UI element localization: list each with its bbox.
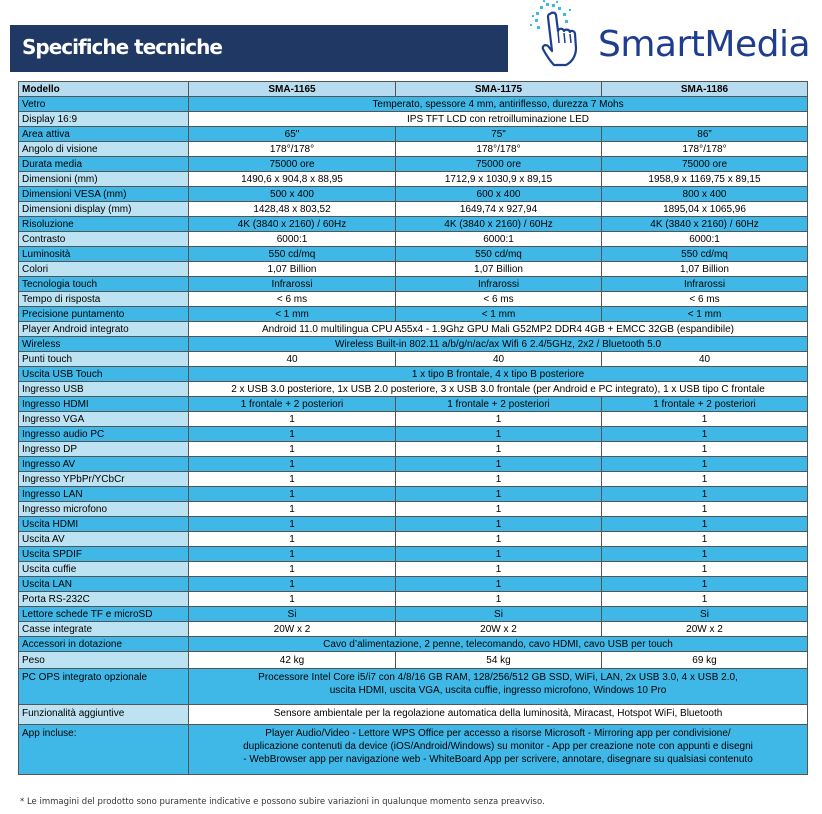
hand-pointer-touch-icon [528, 0, 598, 76]
table-row [19, 127, 808, 142]
table-row [19, 337, 808, 352]
row-value-line: - WebBrowser app per navigazione web - WhiteBoard App per scrivere, annotare, disegnare su qualsiasi contenuto [243, 754, 753, 765]
row-label: Uscita LAN [19, 577, 189, 592]
table-row [19, 307, 808, 322]
row-value: 1895,04 x 1065,96 [602, 202, 808, 217]
row-value-span: 1 x tipo B frontale, 4 x tipo B posteriore [189, 367, 808, 382]
row-value-span: 2 x USB 3.0 posteriore, 1x USB 2.0 posteriore, 3 x USB 3.0 frontale (per Android e PC integrato), 1 x USB tipo C frontale [189, 382, 808, 397]
row-value: 4K (3840 x 2160) / 60Hz [396, 217, 602, 232]
row-label: Porta RS-232C [19, 592, 189, 607]
table-row [19, 352, 808, 367]
row-value: 178°/178° [189, 142, 396, 157]
table-row [19, 382, 808, 397]
row-value: 40 [602, 352, 808, 367]
row-value: 1 [189, 532, 396, 547]
row-value: 6000:1 [602, 232, 808, 247]
row-value: 1 [602, 487, 808, 502]
row-value: 20W x 2 [396, 622, 602, 637]
row-value: 1 [396, 427, 602, 442]
table-row [19, 472, 808, 487]
row-value: 6000:1 [189, 232, 396, 247]
table-row [19, 202, 808, 217]
row-value: 1 [602, 562, 808, 577]
table-row [19, 292, 808, 307]
row-label: Risoluzione [19, 217, 189, 232]
row-value-span [189, 725, 808, 775]
row-value-span [189, 669, 808, 705]
row-value: 178°/178° [396, 142, 602, 157]
row-value: 1 [602, 427, 808, 442]
row-value: 1 [189, 442, 396, 457]
row-value: 1 [396, 412, 602, 427]
row-label: Player Android integrato [19, 322, 189, 337]
row-label: Punti touch [19, 352, 189, 367]
row-value: Infrarossi [396, 277, 602, 292]
row-value: 1 [189, 562, 396, 577]
table-row [19, 367, 808, 382]
row-value: 1 [189, 457, 396, 472]
row-value: < 1 mm [396, 307, 602, 322]
row-value: 1 [396, 577, 602, 592]
row-value: 800 x 400 [602, 187, 808, 202]
row-value-span: Android 11.0 multilingua CPU A55x4 - 1.9Ghz GPU Mali G52MP2 DDR4 4GB + EMCC 32GB (espandibile) [189, 322, 808, 337]
table-row [19, 607, 808, 622]
row-value: 75000 ore [602, 157, 808, 172]
table-row [19, 412, 808, 427]
row-label: Ingresso DP [19, 442, 189, 457]
row-value: 1 [396, 457, 602, 472]
table-row [19, 442, 808, 457]
header-model: SMA-1165 [189, 82, 396, 97]
row-value: 550 cd/mq [189, 247, 396, 262]
row-value-span: Wireless Built-in 802.11 a/b/g/n/ac/ax Wifi 6 2.4/5GHz, 2x2 / Bluetooth 5.0 [189, 337, 808, 352]
row-label: Area attiva [19, 127, 189, 142]
row-value: 86” [602, 127, 808, 142]
row-value: 1 [602, 592, 808, 607]
row-label: Colori [19, 262, 189, 277]
row-label: Durata media [19, 157, 189, 172]
row-label: Funzionalità aggiuntive [19, 705, 189, 725]
table-row [19, 637, 808, 652]
row-value: Si [602, 607, 808, 622]
row-value: 40 [189, 352, 396, 367]
row-label: App incluse: [19, 725, 189, 775]
row-label: Vetro [19, 97, 189, 112]
row-label: Uscita cuffie [19, 562, 189, 577]
row-value: 1958,9 x 1169,75 x 89,15 [602, 172, 808, 187]
row-label: Ingresso audio PC [19, 427, 189, 442]
row-value-span: Cavo d’alimentazione, 2 penne, telecomando, cavo HDMI, cavo USB per touch [189, 637, 808, 652]
table-row [19, 112, 808, 127]
row-value: 1649,74 x 927,94 [396, 202, 602, 217]
row-label: PC OPS integrato opzionale [19, 669, 189, 705]
row-value: 65" [189, 127, 396, 142]
row-value: 1 [396, 502, 602, 517]
row-value: 1 [396, 547, 602, 562]
row-value-line: duplicazione contenuti da device (iOS/Android/Windows) su monitor - App per creazione note con appunti e disegni [243, 741, 753, 752]
row-value: 75000 ore [189, 157, 396, 172]
table-row [19, 97, 808, 112]
row-label: Contrasto [19, 232, 189, 247]
row-label: Uscita HDMI [19, 517, 189, 532]
row-label: Ingresso AV [19, 457, 189, 472]
row-value: 1 [189, 502, 396, 517]
row-value: 1 [602, 442, 808, 457]
row-value: 1 [396, 562, 602, 577]
page-title: Specifiche tecniche [22, 35, 222, 59]
row-value-line: uscita HDMI, uscita VGA, uscita cuffie, ingresso microfono, Windows 10 Pro [329, 685, 667, 696]
row-value: 178°/178° [602, 142, 808, 157]
row-label: Wireless [19, 337, 189, 352]
row-value: 42 kg [189, 652, 396, 669]
row-value: Si [396, 607, 602, 622]
table-row [19, 669, 808, 705]
table-row [19, 142, 808, 157]
table-row [19, 592, 808, 607]
row-label: Ingresso YPbPr/YCbCr [19, 472, 189, 487]
table-row [19, 262, 808, 277]
row-value-line: Processore Intel Core i5/i7 con 4/8/16 GB RAM, 128/256/512 GB SSD, WiFi, LAN, 2x USB 3.0, 4 x USB 2.0, [258, 672, 738, 683]
row-label: Ingresso LAN [19, 487, 189, 502]
row-value-span: Temperato, spessore 4 mm, antiriflesso, durezza 7 Mohs [189, 97, 808, 112]
row-value: 1 [602, 472, 808, 487]
header-model: SMA-1186 [602, 82, 808, 97]
table-row [19, 187, 808, 202]
row-value: 40 [396, 352, 602, 367]
spec-table [18, 81, 808, 775]
row-value: 1 [602, 412, 808, 427]
row-value: Infrarossi [189, 277, 396, 292]
row-label: Angolo di visione [19, 142, 189, 157]
row-label: Dimensioni display (mm) [19, 202, 189, 217]
table-row [19, 622, 808, 637]
row-value: 1 [189, 487, 396, 502]
row-value: 1 [189, 517, 396, 532]
row-label: Precisione puntamento [19, 307, 189, 322]
row-value: 1 frontale + 2 posteriori [602, 397, 808, 412]
row-value: 1 [189, 592, 396, 607]
table-row [19, 517, 808, 532]
row-label: Uscita SPDIF [19, 547, 189, 562]
header-model: SMA-1175 [396, 82, 602, 97]
brand-logo [528, 0, 818, 76]
row-value: 1 frontale + 2 posteriori [396, 397, 602, 412]
row-value: 1,07 Billion [396, 262, 602, 277]
table-row [19, 705, 808, 725]
row-value: 1,07 Billion [602, 262, 808, 277]
row-value: 1 [602, 547, 808, 562]
row-value: 1712,9 x 1030,9 x 89,15 [396, 172, 602, 187]
row-value: 20W x 2 [602, 622, 808, 637]
row-label: Lettore schede TF e microSD [19, 607, 189, 622]
row-value: 1 [396, 472, 602, 487]
row-label: Peso [19, 652, 189, 669]
spec-table-body [19, 82, 808, 775]
table-row [19, 457, 808, 472]
row-label: Luminosità [19, 247, 189, 262]
row-value: 550 cd/mq [602, 247, 808, 262]
row-label: Accessori in dotazione [19, 637, 189, 652]
row-label: Display 16:9 [19, 112, 189, 127]
table-row [19, 232, 808, 247]
row-value: 1 [189, 547, 396, 562]
row-label: Dimensioni (mm) [19, 172, 189, 187]
row-value: 69 kg [602, 652, 808, 669]
row-value: 4K (3840 x 2160) / 60Hz [602, 217, 808, 232]
row-value: 1 [602, 517, 808, 532]
row-value: 20W x 2 [189, 622, 396, 637]
row-value: 54 kg [396, 652, 602, 669]
row-value: 75" [396, 127, 602, 142]
table-row [19, 217, 808, 232]
table-row [19, 547, 808, 562]
row-value: 1 [602, 457, 808, 472]
row-value: 4K (3840 x 2160) / 60Hz [189, 217, 396, 232]
table-row [19, 247, 808, 262]
row-value: 1 [396, 517, 602, 532]
table-row [19, 532, 808, 547]
row-value: 75000 ore [396, 157, 602, 172]
row-value: 6000:1 [396, 232, 602, 247]
row-label: Uscita USB Touch [19, 367, 189, 382]
table-row [19, 172, 808, 187]
row-value: 1 [189, 412, 396, 427]
row-value: Infrarossi [602, 277, 808, 292]
table-row [19, 322, 808, 337]
table-row [19, 562, 808, 577]
row-value: 1 [602, 577, 808, 592]
row-value-line: Player Audio/Video - Lettore WPS Office per accesso a risorse Microsoft - Mirroring app per condivisione/ [265, 728, 731, 739]
row-value: < 6 ms [602, 292, 808, 307]
row-label: Ingresso VGA [19, 412, 189, 427]
row-value: Si [189, 607, 396, 622]
table-row [19, 397, 808, 412]
row-value: 1428,48 x 803,52 [189, 202, 396, 217]
row-label: Casse integrate [19, 622, 189, 637]
table-row [19, 725, 808, 775]
row-value: 1 [189, 427, 396, 442]
row-value: 1 [396, 442, 602, 457]
row-value: 1 frontale + 2 posteriori [189, 397, 396, 412]
row-value-span: Sensore ambientale per la regolazione automatica della luminosità, Miracast, Hotspot WiFi, Bluetooth [189, 705, 808, 725]
table-row [19, 502, 808, 517]
row-label: Tecnologia touch [19, 277, 189, 292]
table-header-row [19, 82, 808, 97]
row-value: 1490,6 x 904,8 x 88,95 [189, 172, 396, 187]
row-value: 1 [396, 592, 602, 607]
footnote: * Le immagini del prodotto sono puramente indicative e possono subire variazioni in qualunque momento senza preavviso. [20, 797, 545, 807]
row-label: Uscita AV [19, 532, 189, 547]
row-value: < 1 mm [602, 307, 808, 322]
row-value: 1 [602, 502, 808, 517]
row-label: Dimensioni VESA (mm) [19, 187, 189, 202]
table-row [19, 277, 808, 292]
row-value: 1,07 Billion [189, 262, 396, 277]
row-label: Ingresso microfono [19, 502, 189, 517]
row-value: 1 [602, 532, 808, 547]
table-row [19, 487, 808, 502]
row-value-span: IPS TFT LCD con retroilluminazione LED [189, 112, 808, 127]
table-row [19, 577, 808, 592]
row-value: 550 cd/mq [396, 247, 602, 262]
table-row [19, 427, 808, 442]
row-value: 1 [189, 472, 396, 487]
row-label: Ingresso USB [19, 382, 189, 397]
row-value: < 6 ms [396, 292, 602, 307]
row-value: 1 [189, 577, 396, 592]
row-value: < 6 ms [189, 292, 396, 307]
row-label: Tempo di risposta [19, 292, 189, 307]
row-value: 1 [396, 532, 602, 547]
logo-text: SmartMedia [598, 24, 811, 65]
row-value: < 1 mm [189, 307, 396, 322]
row-value: 1 [396, 487, 602, 502]
table-row [19, 652, 808, 669]
header-label: Modello [19, 82, 189, 97]
row-value: 600 x 400 [396, 187, 602, 202]
table-row [19, 157, 808, 172]
row-value: 500 x 400 [189, 187, 396, 202]
row-label: Ingresso HDMI [19, 397, 189, 412]
